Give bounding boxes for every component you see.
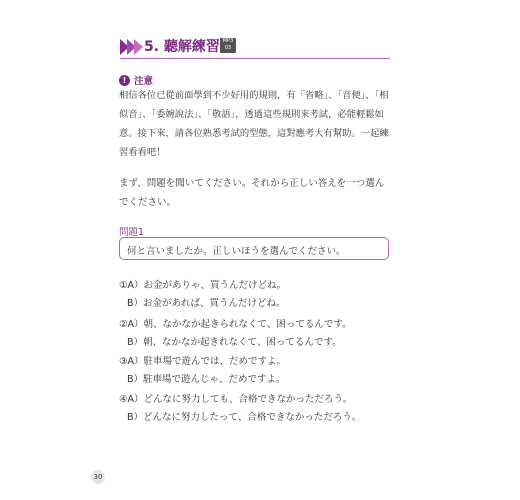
note-paragraph: 相信各位已從前面學到不少好用的規則，有「省略」、「音便」、「相似音」、「委婉說法」、「敬語」，透過這些規則來考試，必能輕鬆如意。接下來，請各位熟悉考試的型態，這對應考大有幫助。一起練習看看吧！ bbox=[119, 90, 389, 158]
answer-label: B） bbox=[127, 298, 144, 309]
question-text: 何と言いましたか。正しいほうを選んでください。 bbox=[127, 246, 346, 257]
answer-label: ③A） bbox=[119, 356, 144, 367]
answer-text: お金がありゃ、買うんだけどね。 bbox=[143, 280, 287, 291]
answer-label: B） bbox=[127, 337, 144, 348]
answer-1a bbox=[119, 277, 286, 291]
answer-2a bbox=[119, 316, 352, 330]
exclamation-icon: ! bbox=[119, 75, 130, 86]
answer-4a bbox=[119, 391, 353, 405]
mp3-track-icon: MP3 03 bbox=[220, 38, 236, 53]
answer-label: B） bbox=[127, 374, 144, 385]
instruction-paragraph: まず、問題を聞いてください。それから正しい答えを一つ選んでください。 bbox=[119, 178, 385, 208]
answer-text: 朝、なかなか起きられなくて、困ってるんです。 bbox=[143, 319, 352, 330]
answer-2b bbox=[127, 334, 342, 348]
answer-3b bbox=[127, 371, 286, 385]
answer-text: どんなに努力したって、合格できなかっただろう。 bbox=[143, 412, 362, 423]
section-title: 5. 聽解練習 bbox=[144, 39, 220, 55]
header-divider bbox=[120, 58, 390, 59]
answer-text: 駐車場で遊んでは、だめですよ。 bbox=[143, 356, 287, 367]
answer-text: 駐車場で遊んじゃ、だめですよ。 bbox=[143, 374, 286, 385]
answer-text: どんなに努力しても、合格できなかっただろう。 bbox=[143, 394, 353, 405]
answer-text: お金があれば、買うんだけどね。 bbox=[143, 298, 286, 309]
question-label: 問題1 bbox=[119, 227, 145, 238]
question-box bbox=[119, 237, 389, 260]
note-heading bbox=[119, 73, 153, 87]
chevron-arrows-icon bbox=[120, 39, 141, 55]
answer-3a bbox=[119, 353, 286, 367]
answer-label: ①A） bbox=[119, 280, 144, 291]
page-number: 30 bbox=[91, 470, 105, 484]
answer-label: ②A） bbox=[119, 319, 144, 330]
answer-label: B） bbox=[127, 412, 144, 423]
note-label: 注意 bbox=[134, 76, 154, 87]
section-header bbox=[120, 36, 390, 58]
answer-text: 朝、なかなか起きれなくて、困ってるんです。 bbox=[143, 337, 342, 348]
answer-1b bbox=[127, 295, 286, 309]
answer-label: ④A） bbox=[119, 394, 144, 405]
answer-4b bbox=[127, 409, 361, 423]
